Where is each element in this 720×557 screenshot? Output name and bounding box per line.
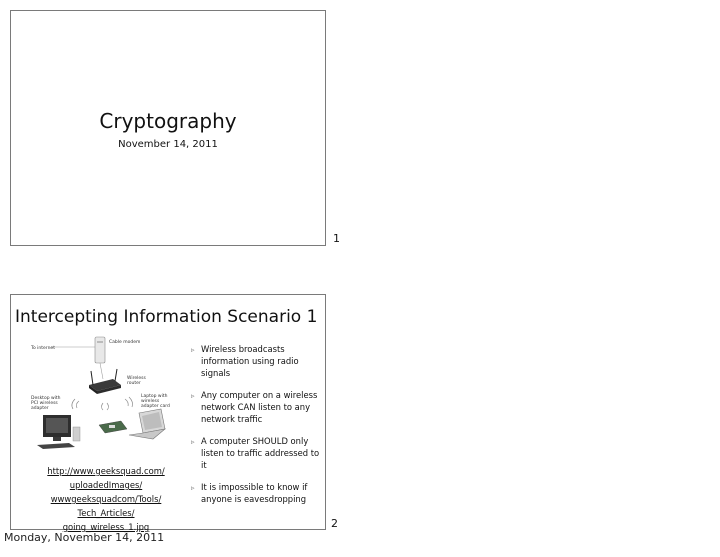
caption-line[interactable]: Tech_Articles/ bbox=[77, 508, 135, 518]
bullet-icon: ▹ bbox=[191, 438, 195, 446]
wireless-network-diagram bbox=[29, 335, 179, 455]
bullet-icon: ▹ bbox=[191, 346, 195, 354]
slide-1 bbox=[10, 10, 326, 246]
wireless-router-icon bbox=[89, 369, 121, 394]
slide-1-subtitle: November 14, 2011 bbox=[118, 139, 218, 150]
slide-1-title: Cryptography bbox=[99, 109, 237, 133]
label-router-2: router bbox=[127, 381, 141, 386]
cable-modem-icon bbox=[95, 337, 105, 363]
caption-line[interactable]: uploadedImages/ bbox=[69, 480, 143, 490]
image-source-caption[interactable] bbox=[31, 464, 181, 534]
bullet-icon: ▹ bbox=[191, 392, 195, 400]
desktop-computer-icon bbox=[37, 415, 80, 449]
label-laptop-2: wireless bbox=[141, 399, 160, 404]
page-footer-date: Monday, November 14, 2011 bbox=[4, 531, 165, 544]
bullet-list bbox=[191, 343, 323, 515]
label-modem: Cable modem bbox=[109, 340, 141, 345]
caption-line[interactable]: http://www.geeksquad.com/ bbox=[47, 466, 165, 476]
label-desktop-2: PCI wireless bbox=[31, 401, 58, 406]
label-desktop-1: Desktop with bbox=[31, 396, 61, 401]
caption-line[interactable]: wwwgeeksquadcom/Tools/ bbox=[50, 494, 162, 504]
bullet-item: ▹ Wireless broadcasts information using radio signals bbox=[191, 344, 299, 378]
slide-2-title: Intercepting Information Scenario 1 bbox=[15, 307, 318, 327]
slide-1-number: 1 bbox=[333, 232, 340, 245]
label-laptop-3: adapter card bbox=[141, 404, 170, 409]
label-router-1: Wireless bbox=[127, 376, 146, 381]
slide-2-number: 2 bbox=[331, 517, 338, 530]
label-internet: To internet bbox=[31, 346, 55, 351]
radio-waves-icon bbox=[72, 397, 133, 410]
label-desktop-3: adapter bbox=[31, 406, 49, 411]
laptop-computer-icon bbox=[129, 409, 165, 439]
slide-2 bbox=[10, 294, 326, 530]
label-laptop-1: Laptop with bbox=[141, 394, 168, 399]
pci-card-icon bbox=[99, 421, 127, 433]
caption-line[interactable]: going_wireless_1.jpg bbox=[62, 522, 150, 532]
bullet-item: ▹ A computer SHOULD only listen to traffic addressed to it bbox=[191, 436, 320, 470]
bullet-item: ▹ It is impossible to know if anyone is eavesdropping bbox=[191, 482, 308, 504]
bullet-icon: ▹ bbox=[191, 484, 195, 492]
bullet-item: ▹ Any computer on a wireless network CAN listen to any network traffic bbox=[191, 390, 318, 424]
